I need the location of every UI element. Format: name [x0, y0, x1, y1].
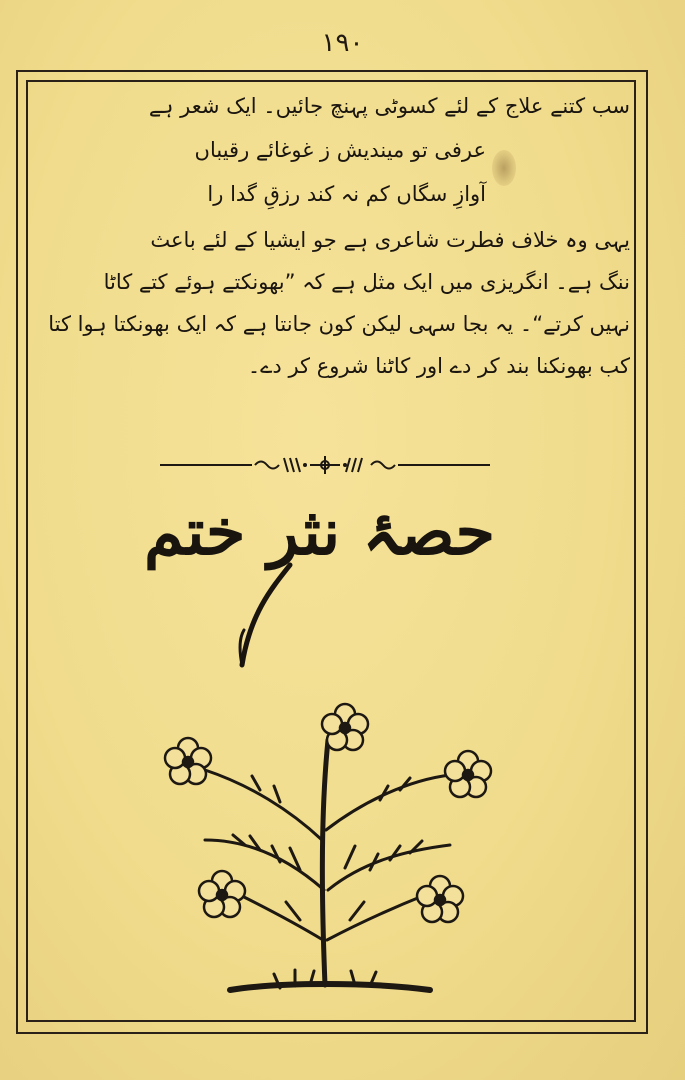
flowering-plant-illustration [150, 690, 500, 1010]
body-line-2: یہی وہ خلاف فطرت شاعری ہے جو ایشیا کے لئے باعث [150, 228, 630, 252]
page-number: ١٩٠ [321, 28, 364, 58]
body-line-5: کب بھونکنا بند کر دے اور کاٹنا شروع کر دے۔ [247, 354, 630, 378]
verse-line-2: آوازِ سگاں کم نہ کند رزقِ گدا را [207, 182, 486, 206]
body-line-1: سب کتنے علاج کے لئے کسوٹی پہنچ جائیں۔ ایک شعر ہے [148, 94, 630, 118]
body-line-3: ننگ ہے۔ انگریزی میں ایک مثل ہے کہ ”بھونکتے ہوئے کتے کاٹا [103, 270, 630, 294]
body-line-4: نہیں کرتے“۔ یہ بجا سہی لیکن کون جانتا ہے کہ ایک بھونکتا ہوا کتا [48, 312, 630, 336]
divider-ornament [160, 452, 490, 478]
paper-stain [492, 150, 516, 186]
section-end-heading: حصۂ نثر ختم [143, 495, 495, 570]
verse-line-1: عرفی تو میندیش ز غوغائے رقیباں [194, 138, 486, 162]
calligraphy-flourish [230, 560, 310, 670]
